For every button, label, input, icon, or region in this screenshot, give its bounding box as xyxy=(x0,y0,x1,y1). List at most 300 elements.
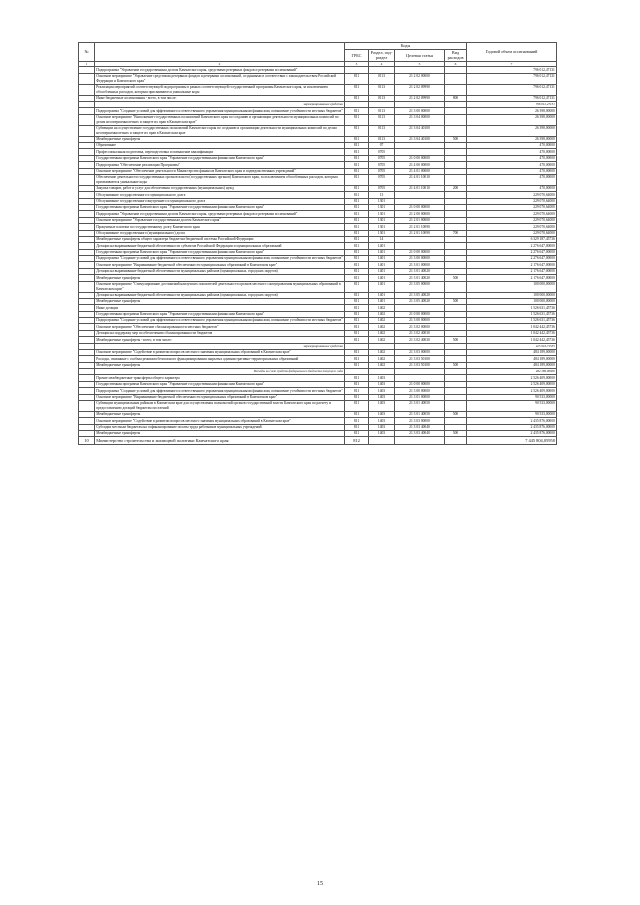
row-sum-cell: 470,00000 xyxy=(467,168,557,174)
row-sum-cell: 470,00000 xyxy=(467,174,557,185)
row-rz-cell: 1401 xyxy=(369,292,395,298)
row-grbs-cell: 811 xyxy=(345,292,369,298)
row-name-cell: Подпрограмма "Создание условий для эффективного и ответственного управления муниципальными финансами, повышение устойчивости местных бюджетов" xyxy=(96,388,343,393)
row-name-cell: Основное мероприятие "Содействие в развитии вопросов местного значения муниципальных образований в Камчатском крае" xyxy=(95,418,345,424)
row-number-cell: 10 xyxy=(79,437,95,445)
row-rz-cell: 1402 xyxy=(369,349,395,355)
row-csr-cell: 21 2 00 00000 xyxy=(395,211,445,217)
row-rz-cell: 0113 xyxy=(369,73,395,84)
row-sum-cell: 2 526 409,00000 xyxy=(467,375,557,381)
header-name xyxy=(95,43,345,62)
row-name-cell: Основное мероприятие "Управление государственным долгом Камчатского края" xyxy=(95,217,345,223)
row-rz-cell: 1402 xyxy=(369,356,395,362)
row-rz-cell: 0113 xyxy=(369,136,395,142)
row-rz-cell: 1301 xyxy=(369,198,395,204)
row-rz-cell: 1402 xyxy=(369,324,395,330)
row-vr-cell xyxy=(445,437,467,445)
row-grbs-cell: 811 xyxy=(345,337,369,343)
row-name-cell: Закупка товаров, работ и услуг для обеспечения государственных (муниципальных) нужд xyxy=(95,185,345,191)
row-sum-cell: 425 916,71535 xyxy=(467,343,557,349)
row-sum-cell: 484 189,00000 xyxy=(467,369,557,375)
row-csr-cell: 21 3 03 00000 xyxy=(395,349,445,355)
row-name-cell: Субвенции на осуществление государственных полномочий Камчатского края по созданию и организации деятельности муниципальных комиссий по делам несовершеннолетних и защите их прав в Камчатском крае xyxy=(95,125,345,136)
row-csr-cell: 21 3 01 00000 xyxy=(395,394,445,400)
row-name-cell: Межбюджетные трансферты xyxy=(95,411,345,417)
row-grbs-cell: 811 xyxy=(345,174,369,185)
col-number: 7 xyxy=(467,61,557,67)
row-csr-cell: 21 4 01 10010 xyxy=(395,185,445,191)
row-sum-cell: 2 526 409,00000 xyxy=(467,388,557,394)
row-vr-cell xyxy=(445,174,467,185)
row-rz-cell: 1403 xyxy=(369,411,395,417)
row-rz-cell: 14 xyxy=(369,236,395,242)
row-sum-cell: 2 435 876,00000 xyxy=(467,424,557,430)
row-name-cell: Министерство строительства и жилищной политики Камчатского края xyxy=(95,437,345,445)
row-sum-cell: 2 176 647,00000 xyxy=(467,275,557,281)
row-sum-cell: 100 000,00000 xyxy=(467,298,557,304)
row-rz-cell: 1402 xyxy=(369,318,395,324)
row-sum-cell: 6 329 187,45736 xyxy=(467,236,557,242)
row-rz-cell: 1401 xyxy=(369,256,395,262)
row-vr-cell xyxy=(445,73,467,84)
row-grbs-cell: 811 xyxy=(345,424,369,430)
row-vr-cell: 500 xyxy=(445,136,467,142)
row-name-cell: Основное мероприятие "Стимулирование достижений наилучших показателей деятельности органов местного самоуправления муниципальных образований в Камчатском крае" xyxy=(95,281,345,292)
row-name-cell: Основное мероприятие "Выравнивание бюджетной обеспеченности муниципальных образований в Камчатском крае" xyxy=(95,394,345,400)
row-grbs-cell: 811 xyxy=(345,324,369,330)
row-rz-cell: 1301 xyxy=(369,205,395,211)
row-grbs-cell: 811 xyxy=(345,114,369,125)
row-name-cell: Подпрограмма "Управление государственным долгом Камчатского края, средствами резервных фондов и резервами ассигнований" xyxy=(95,211,345,217)
row-name-cell: Обслуживание государственного внутреннего и муниципального долга xyxy=(95,198,345,204)
row-csr-cell: 21 4 01 10010 xyxy=(395,174,445,185)
row-csr-cell: 21 3 05 00000 xyxy=(395,281,445,292)
row-rz-cell: 1402 xyxy=(369,330,395,336)
row-name-cell: Дотации на выравнивание бюджетной обеспеченности муниципальных районов (муниципальных, городских округов) xyxy=(95,268,345,274)
row-name-cell: Основное мероприятие "Управление средствами резервных фондов и резервами ассигнований, созданными в соответствии с законодательством Российской Федерации и Камчатского края" xyxy=(95,73,345,84)
row-sum-cell: 470,00000 xyxy=(467,185,557,191)
row-sum-cell: 229 070,64000 xyxy=(467,198,557,204)
table-row xyxy=(79,400,557,411)
row-grbs-cell: 811 xyxy=(345,84,369,95)
row-name-cell: Подпрограмма "Создание условий для эффективного и ответственного управления муниципальными финансами, повышение устойчивости местных бюджетов" xyxy=(96,108,343,113)
row-csr-cell: 21 0 00 00000 xyxy=(395,155,445,161)
row-grbs-cell: 811 xyxy=(345,356,369,362)
row-csr-cell: 21 3 04 40100 xyxy=(395,136,445,142)
row-grbs-cell: 811 xyxy=(345,394,369,400)
row-number-cell xyxy=(79,84,95,95)
row-csr-cell: 21 3 01 40020 xyxy=(395,268,445,274)
row-rz-cell: 1403 xyxy=(369,418,395,424)
table-row xyxy=(79,84,557,95)
row-grbs-cell: 811 xyxy=(345,318,369,324)
row-sum-cell: 26 398,00000 xyxy=(467,136,557,142)
row-rz-cell: 0113 xyxy=(369,95,395,101)
row-csr-cell: 21 2 01 10090 xyxy=(395,230,445,236)
row-sum-cell: 229 070,64000 xyxy=(467,192,557,198)
row-name-cell: Межбюджетные трансферты xyxy=(95,275,345,281)
row-csr-cell: 21 3 00 00000 xyxy=(395,318,445,324)
row-grbs-cell: 811 xyxy=(345,305,369,311)
row-grbs-cell: 811 xyxy=(345,162,369,168)
row-sum-cell: 229 070,64000 xyxy=(467,224,557,230)
col-number: 4 xyxy=(369,61,395,67)
row-name-cell: Межбюджетные трансферты xyxy=(95,362,345,368)
row-name-cell: Межбюджетные трансферты - всего, в том числе: xyxy=(95,337,345,343)
row-rz-cell: 0705 xyxy=(369,174,395,185)
row-sum-cell: 484 189,00000 xyxy=(467,349,557,355)
row-name-cell: Межбюджетные трансферты общего характера бюджетам бюджетной системы Российской Федерации xyxy=(95,236,345,242)
row-number-cell xyxy=(79,174,95,185)
row-grbs-cell: 811 xyxy=(345,236,369,242)
row-csr-cell: 21 3 00 00000 xyxy=(395,256,445,262)
row-name-cell: Межбюджетные трансферты xyxy=(95,136,345,142)
row-sum-cell: 796 012,47131 xyxy=(467,102,557,108)
row-name-cell: Образование xyxy=(95,143,345,149)
row-grbs-cell: 811 xyxy=(345,108,369,114)
row-sum-cell: 796 012,47131 xyxy=(467,95,557,101)
row-sum-cell: 7 445 804,05958 xyxy=(467,437,557,445)
row-grbs-cell: 811 xyxy=(345,411,369,417)
row-sum-cell: 470,00000 xyxy=(467,149,557,155)
row-name-cell: Основное мероприятие "Содействие в развитии вопросов местного значения муниципальных образований в Камчатском крае" xyxy=(95,349,345,355)
row-sum-cell: 1 526 631,45736 xyxy=(467,318,557,324)
row-rz-cell: 1401 xyxy=(369,268,395,274)
row-name-cell: Расходы за счет средств федерального бюджета текущего года xyxy=(95,369,345,375)
row-name-cell: Основное мероприятие "Выполнение государственных полномочий Камчатского края по созданию и организации деятельности муниципальных комиссий по делам несовершеннолетних и защите их прав в Камчатском крае" xyxy=(95,114,345,125)
row-sum-cell: 90 533,00000 xyxy=(467,411,557,417)
row-csr-cell: 21 3 00 00000 xyxy=(395,388,445,394)
row-grbs-cell: 811 xyxy=(345,198,369,204)
table-row xyxy=(79,125,557,136)
row-csr-cell: 21 3 02 40030 xyxy=(395,330,445,336)
row-grbs-cell: 811 xyxy=(345,95,369,101)
row-name-cell: Основное мероприятие "Обеспечение деятельности Министерства финансов Камчатского края и подведомственных учреждений" xyxy=(95,168,345,174)
row-grbs-cell: 811 xyxy=(345,256,369,262)
row-name-cell: Подпрограмма "Управление государственным долгом Камчатского края, средствами резервных фондов и резервами ассигнований" xyxy=(95,67,345,73)
row-grbs-cell: 811 xyxy=(345,388,369,394)
row-sum-cell: 90 533,00000 xyxy=(467,400,557,411)
col-number: 5 xyxy=(395,61,445,67)
row-csr-cell: 21 3 01 40020 xyxy=(395,275,445,281)
row-rz-cell: 0705 xyxy=(369,162,395,168)
row-vr-cell: 500 xyxy=(445,431,467,437)
table-row xyxy=(79,281,557,292)
header-rz: Раздел, под-раздел xyxy=(369,49,395,61)
row-grbs-cell: 811 xyxy=(345,73,369,84)
row-rz-cell: 13 xyxy=(369,192,395,198)
row-grbs-cell: 811 xyxy=(345,262,369,268)
row-name-cell: Иные дотации xyxy=(95,305,345,311)
row-name-cell: Обслуживание государственного (муниципального) долга xyxy=(95,230,345,236)
row-grbs-cell: 811 xyxy=(345,136,369,142)
row-grbs-cell: 811 xyxy=(345,168,369,174)
row-sum-cell: 1 526 631,45736 xyxy=(467,305,557,311)
row-name-cell: Подпрограмма "Создание условий для эффективного и ответственного управления муниципальными финансами, повышение устойчивости местных бюджетов" xyxy=(96,318,343,323)
row-sum-cell: 1 526 631,45736 xyxy=(467,311,557,317)
row-sum-cell: 2 276 647,00000 xyxy=(467,249,557,255)
row-grbs-cell: 811 xyxy=(345,418,369,424)
table-row xyxy=(79,174,557,185)
row-grbs-cell: 811 xyxy=(345,125,369,136)
row-sum-cell: 2 276 647,00000 xyxy=(467,243,557,249)
row-csr-cell: 21 0 00 00000 xyxy=(395,205,445,211)
row-name-cell: Дотации на поддержку мер по обеспечению сбалансированности бюджетов xyxy=(95,330,345,336)
row-rz-cell: 1301 xyxy=(369,217,395,223)
row-rz-cell: 1402 xyxy=(369,362,395,368)
row-rz-cell xyxy=(369,437,395,445)
row-sum-cell: 100 000,00000 xyxy=(467,292,557,298)
row-rz-cell: 0705 xyxy=(369,168,395,174)
row-sum-cell: 470,00000 xyxy=(467,162,557,168)
row-sum-cell: 1 042 442,45736 xyxy=(467,337,557,343)
row-name-cell: Межбюджетные трансферты xyxy=(95,298,345,304)
row-number-cell xyxy=(79,73,95,84)
row-rz-cell: 0705 xyxy=(369,155,395,161)
row-rz-cell: 1403 xyxy=(369,400,395,411)
row-grbs-cell: 811 xyxy=(345,155,369,161)
row-number-cell xyxy=(79,125,95,136)
table-header-row xyxy=(79,43,557,50)
row-csr-cell: 21 3 01 40050 xyxy=(395,411,445,417)
row-grbs-cell: 811 xyxy=(345,192,369,198)
row-grbs-cell: 811 xyxy=(345,362,369,368)
row-rz-cell: 0113 xyxy=(369,84,395,95)
row-vr-cell xyxy=(445,114,467,125)
header-grbs: ГРБС xyxy=(345,49,369,61)
row-sum-cell: 2 435 876,00000 xyxy=(467,418,557,424)
row-rz-cell: 1402 xyxy=(369,337,395,343)
row-grbs-cell: 811 xyxy=(345,230,369,236)
table-row xyxy=(79,73,557,84)
row-name-cell: Дотации на выравнивание бюджетной обеспеченности муниципальных районов (муниципальных, городских округов) xyxy=(95,292,345,298)
col-number: 6 xyxy=(445,61,467,67)
row-number-cell xyxy=(79,400,95,411)
header-num: № xyxy=(79,43,95,62)
row-grbs-cell: 811 xyxy=(345,311,369,317)
page-number: 15 xyxy=(317,881,323,887)
row-csr-cell: 21 3 00 00000 xyxy=(395,108,445,114)
row-csr-cell: 21 3 02 00000 xyxy=(395,324,445,330)
row-csr-cell: 21 2 01 10090 xyxy=(395,224,445,230)
row-rz-cell: 1301 xyxy=(369,211,395,217)
row-rz-cell: 0113 xyxy=(369,114,395,125)
row-vr-cell: 200 xyxy=(445,185,467,191)
row-csr-cell: 21 3 03 50100 xyxy=(395,362,445,368)
row-grbs-cell: 811 xyxy=(345,268,369,274)
row-sum-cell: 2 176 647,00000 xyxy=(467,268,557,274)
row-name-cell: Обслуживание государственного и муниципального долга xyxy=(95,192,345,198)
row-rz-cell: 1401 xyxy=(369,262,395,268)
row-name-cell: Подпрограмма "Создание условий для эффективного и ответственного управления муниципальными финансами, повышение устойчивости местных бюджетов" xyxy=(96,256,343,261)
row-csr-cell: 21 0 00 00000 xyxy=(395,249,445,255)
budget-table xyxy=(78,42,557,445)
row-name-cell: Обеспечение деятельности государственных органов власти (государственных органов) Камчатского края, за исключением обособленных расходов, которым присваиваются уникальные коды xyxy=(95,174,345,185)
row-name-cell: Расходы, связанные с особым режимом безопасного функционирования закрытых административно-территориальных образований xyxy=(95,356,345,362)
header-csr: Целевая статья xyxy=(395,49,445,61)
row-name-cell: Государственная программа Камчатского края "Управление государственными финансами Камчатского края" xyxy=(95,311,345,317)
row-grbs-cell: 811 xyxy=(345,298,369,304)
row-csr-cell: 21 3 04 40100 xyxy=(395,125,445,136)
row-name-cell: Государственная программа Камчатского края "Управление государственными финансами Камчатского края" xyxy=(95,249,345,255)
row-csr-cell: 21 3 03 40040 xyxy=(395,431,445,437)
row-grbs-cell: 811 xyxy=(345,211,369,217)
row-csr-cell: 21 2 02 09990 xyxy=(395,84,445,95)
row-csr-cell: 21 2 02 00000 xyxy=(395,73,445,84)
row-grbs-cell: 811 xyxy=(345,381,369,387)
header-vr: Вид расходов xyxy=(445,49,467,61)
row-grbs-cell: 811 xyxy=(345,275,369,281)
row-csr-cell: 21 3 03 40040 xyxy=(395,424,445,430)
row-name-cell: Иные бюджетные ассигнования - всего, в том числе: xyxy=(95,95,345,101)
row-name-cell: Субвенции муниципальным районам в Камчатском крае для осуществления полномочий органов государственной власти Камчатского края по расчету и предоставлению дотаций бюджетам поселений xyxy=(95,400,345,411)
row-grbs-cell: 811 xyxy=(345,249,369,255)
row-vr-cell: 500 xyxy=(445,275,467,281)
row-vr-cell: 700 xyxy=(445,230,467,236)
col-number: 3 xyxy=(345,61,369,67)
row-sum-cell: 796 012,47131 xyxy=(467,84,557,95)
header-sum: Годовой объем ассигнований xyxy=(467,43,557,62)
row-rz-cell: 1402 xyxy=(369,305,395,311)
row-rz-cell: 1403 xyxy=(369,375,395,381)
row-sum-cell: 1 042 442,45736 xyxy=(467,324,557,330)
row-sum-cell: 470,00000 xyxy=(467,155,557,161)
row-csr-cell: 21 3 05 40020 xyxy=(395,292,445,298)
row-csr-cell: 21 3 03 50100 xyxy=(395,356,445,362)
row-vr-cell: 500 xyxy=(445,298,467,304)
row-vr-cell: 800 xyxy=(445,95,467,101)
row-name-cell: Государственная программа Камчатского края "Управление государственными финансами Камчатского края" xyxy=(95,205,345,211)
row-name-cell: Государственная программа Камчатского края "Управление государственными финансами Камчатского края" xyxy=(95,381,345,387)
row-csr-cell: 21 0 00 00000 xyxy=(395,311,445,317)
row-name-cell: зарезервированные средства xyxy=(95,102,345,108)
header-codes: Коды xyxy=(345,43,467,50)
row-grbs-cell: 811 xyxy=(345,400,369,411)
row-sum-cell: 229 070,64000 xyxy=(467,217,557,223)
row-number-cell xyxy=(79,281,95,292)
row-csr-cell: 21 2 02 09990 xyxy=(395,95,445,101)
row-grbs-cell: 811 xyxy=(345,217,369,223)
row-rz-cell: 0113 xyxy=(369,108,395,114)
row-sum-cell: 229 070,64000 xyxy=(467,230,557,236)
row-rz-cell: 0705 xyxy=(369,149,395,155)
row-name-cell: Профессиональная подготовка, переподготовка и повышение квалификации xyxy=(95,149,345,155)
row-rz-cell: 1401 xyxy=(369,281,395,292)
row-sum-cell: 100 000,00000 xyxy=(467,281,557,292)
row-sum-cell: 26 398,00000 xyxy=(467,125,557,136)
row-grbs-cell: 811 xyxy=(345,431,369,437)
row-rz-cell: 1401 xyxy=(369,243,395,249)
row-sum-cell: 90 533,00000 xyxy=(467,394,557,400)
row-vr-cell xyxy=(445,84,467,95)
row-sum-cell: 2 176 647,00000 xyxy=(467,262,557,268)
row-sum-cell: 26 398,00000 xyxy=(467,114,557,125)
row-grbs-cell: 811 xyxy=(345,185,369,191)
row-rz-cell: 1403 xyxy=(369,424,395,430)
row-grbs-cell: 811 xyxy=(345,205,369,211)
row-name-cell: Основное мероприятие "Выравнивание бюджетной обеспеченности муниципальных образований в Камчатском крае" xyxy=(95,262,345,268)
row-number-cell xyxy=(79,114,95,125)
row-name-cell: Подпрограмма "Обеспечение реализации Программы" xyxy=(95,162,345,168)
row-rz-cell: 1301 xyxy=(369,224,395,230)
row-csr-cell: 21 3 02 40030 xyxy=(395,337,445,343)
table-row xyxy=(79,114,557,125)
row-csr-cell: 21 2 01 00000 xyxy=(395,217,445,223)
row-name-cell: Государственная программа Камчатского края "Управление государственными финансами Камчатского края" xyxy=(95,155,345,161)
row-name-cell: Процентные платежи по государственному долгу Камчатского края xyxy=(95,224,345,230)
row-grbs-cell: 811 xyxy=(345,375,369,381)
row-vr-cell: 500 xyxy=(445,362,467,368)
row-csr-cell: 21 3 01 00000 xyxy=(395,262,445,268)
row-sum-cell: 26 398,00000 xyxy=(467,108,557,114)
row-grbs-cell: 811 xyxy=(345,143,369,149)
row-vr-cell: 500 xyxy=(445,337,467,343)
row-grbs-cell: 811 xyxy=(345,281,369,292)
row-csr-cell: 21 4 00 00000 xyxy=(395,162,445,168)
row-vr-cell xyxy=(445,400,467,411)
row-rz-cell: 1403 xyxy=(369,388,395,394)
row-csr-cell: 21 3 04 00000 xyxy=(395,114,445,125)
row-rz-cell: 1401 xyxy=(369,275,395,281)
row-csr-cell: 21 3 03 00000 xyxy=(395,418,445,424)
row-csr-cell: 21 0 00 00000 xyxy=(395,381,445,387)
row-rz-cell: 1403 xyxy=(369,381,395,387)
row-name-cell: Дотации на выравнивание бюджетной обеспеченности субъектов Российской Федерации и муниципальных образований xyxy=(95,243,345,249)
row-rz-cell: 1403 xyxy=(369,394,395,400)
row-rz-cell: 0113 xyxy=(369,125,395,136)
row-grbs-cell: 812 xyxy=(345,437,369,445)
row-sum-cell: 470,00000 xyxy=(467,143,557,149)
row-sum-cell: 229 070,64000 xyxy=(467,205,557,211)
row-name-cell: Межбюджетные трансферты xyxy=(95,431,345,437)
row-rz-cell: 1401 xyxy=(369,298,395,304)
row-sum-cell: 2 526 409,00000 xyxy=(467,381,557,387)
row-rz-cell: 1301 xyxy=(369,230,395,236)
row-rz-cell: 1403 xyxy=(369,431,395,437)
row-grbs-cell: 811 xyxy=(345,224,369,230)
row-vr-cell: 500 xyxy=(445,411,467,417)
row-name-cell: Субсидии местным бюджетам на софинансирование оплаты труда работников муниципальных учреждений xyxy=(95,424,345,430)
row-csr-cell: 21 3 05 40020 xyxy=(395,298,445,304)
row-name-cell: Реализация мероприятий соответствующей подпрограммы в рамках соответствующей государственной программы Камчатского края, за исключением обособленных расходов, которым присваиваются уникальные коды xyxy=(95,84,345,95)
row-grbs-cell: 811 xyxy=(345,243,369,249)
row-csr-cell xyxy=(395,437,445,445)
row-sum-cell: 1 042 442,45736 xyxy=(467,330,557,336)
col-number: 1 xyxy=(79,61,95,67)
row-grbs-cell: 811 xyxy=(345,149,369,155)
row-rz-cell: 0705 xyxy=(369,185,395,191)
row-rz-cell: 07 xyxy=(369,143,395,149)
row-name-cell: зарезервированные средства xyxy=(95,343,345,349)
row-grbs-cell: 811 xyxy=(345,330,369,336)
row-sum-cell: 484 189,00000 xyxy=(467,362,557,368)
row-csr-cell: 21 3 01 40050 xyxy=(395,400,445,411)
row-rz-cell: 1402 xyxy=(369,311,395,317)
row-sum-cell: 229 070,64000 xyxy=(467,211,557,217)
table-row xyxy=(79,437,557,445)
row-vr-cell xyxy=(445,125,467,136)
row-sum-cell: 2 276 647,00000 xyxy=(467,256,557,262)
row-csr-cell: 21 4 01 00000 xyxy=(395,168,445,174)
row-grbs-cell: 811 xyxy=(345,349,369,355)
row-sum-cell: 2 435 876,00000 xyxy=(467,431,557,437)
row-sum-cell: 796 012,47131 xyxy=(467,67,557,73)
row-name-cell: Основное мероприятие "Обеспечение сбалансированности местных бюджетов" xyxy=(95,324,345,330)
row-name-cell: Прочие межбюджетные трансферты общего характера xyxy=(95,375,345,381)
row-vr-cell xyxy=(445,281,467,292)
row-sum-cell: 796 012,47131 xyxy=(467,73,557,84)
row-sum-cell: 484 189,00000 xyxy=(467,356,557,362)
